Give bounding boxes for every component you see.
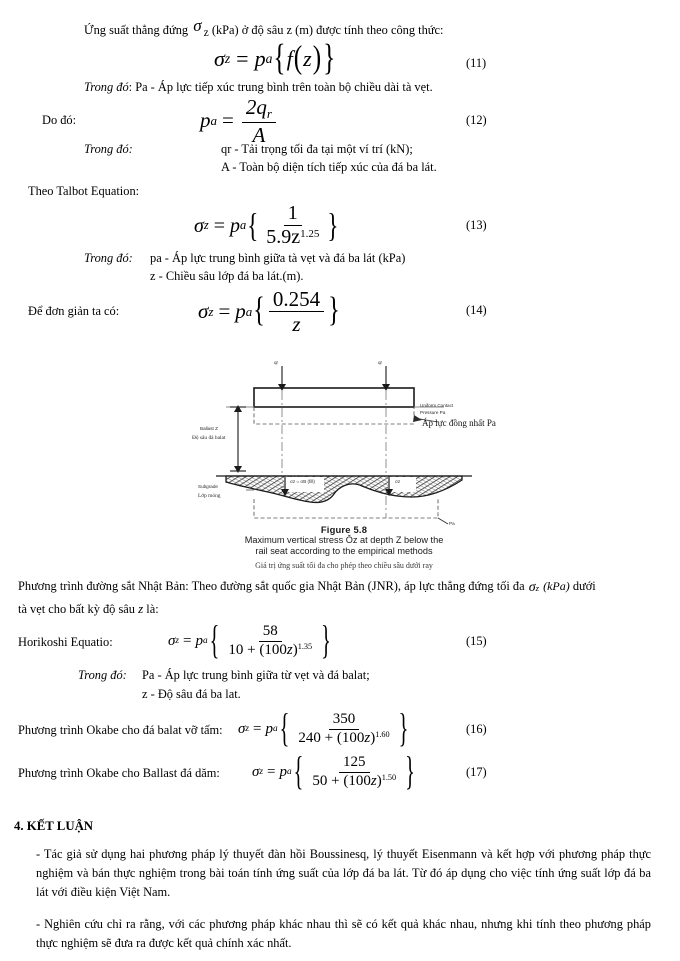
sleeper-rect xyxy=(254,388,414,407)
eq14-numerator: 0.254 xyxy=(269,288,324,312)
horikoshi-label: Horikoshi Equatio: xyxy=(18,635,113,649)
eq15-sigma-sub: z xyxy=(175,635,180,646)
eq14-equals: = xyxy=(218,299,231,324)
figure-label-qr-left: qr xyxy=(274,360,279,365)
eq15-note-2: z - Độ sâu đá ba lat. xyxy=(142,687,241,701)
eq11-note-label: Trong đó xyxy=(84,80,129,94)
eq13-pa: p xyxy=(229,214,240,237)
eq17-denominator: 50 + (100z)1.50 xyxy=(312,772,397,789)
eq-number-15: (15) xyxy=(466,634,487,648)
jnr-p2-z: z xyxy=(138,601,144,616)
eq13-denominator: 5.9z1.25 xyxy=(266,226,320,248)
eq15-equals: = xyxy=(183,632,192,649)
eq15-brace-right: } xyxy=(321,619,331,663)
eq14-pa: p xyxy=(235,299,246,324)
eq14-brace-left: { xyxy=(253,291,265,331)
do-do-label: Do đó: xyxy=(42,113,77,127)
bottom-dashed-box xyxy=(254,499,438,518)
intro-sigma: σ xyxy=(193,16,202,35)
eq15-sigma: σ xyxy=(168,632,176,649)
eq12-denominator: A xyxy=(252,122,266,147)
eq12-pa-sub: a xyxy=(210,113,218,129)
eq17-sigma: σ xyxy=(252,763,260,780)
eq12-equals: = xyxy=(222,108,234,133)
jnr-text-end: dưới xyxy=(572,579,596,593)
eq17-pa: p xyxy=(279,763,287,780)
equation-14 xyxy=(198,288,341,335)
depth-arrow-bottom xyxy=(234,466,242,473)
eq16-denominator: 240 + (100z)1.60 xyxy=(298,729,390,746)
eq17-pa-sub: a xyxy=(287,766,292,777)
intro-post: (kPa) ở độ sâu z (m) được tính theo công thức: xyxy=(211,23,444,37)
eq13-note-label: Trong đó: xyxy=(84,251,133,265)
figure-label-uniform-1: Uniform Contact xyxy=(420,403,454,408)
eq13-brace-right: } xyxy=(327,207,339,244)
eq15-pa-sub: a xyxy=(203,635,208,646)
eq13-note-2: z - Chiều sâu lớp đá ba lát.(m). xyxy=(150,269,304,283)
eq14-brace-right: } xyxy=(328,291,340,331)
eq-number-12: (12) xyxy=(466,113,487,127)
intro-pre: Ứng suất thẳng đứng xyxy=(84,23,189,37)
eq17-equals: = xyxy=(267,763,276,780)
figure-label-subgrade-en: Subgrade xyxy=(198,484,218,489)
jnr-kpa: (kPa) xyxy=(543,579,570,593)
eq16-pa: p xyxy=(265,720,273,737)
eq13-equals: = xyxy=(213,214,225,237)
figure-label-pa-bottom: Pa xyxy=(449,521,455,526)
eq12-note-1: qr - Tải trọng tối đa tại một ví trí (kN); xyxy=(221,142,413,156)
figure-label-qr-right: qr xyxy=(378,360,383,365)
eq13-sigma-sub: z xyxy=(203,218,209,233)
eq14-sigma-sub: z xyxy=(208,304,214,320)
jnr-p2-a: tà vẹt cho bất kỳ độ sâu xyxy=(18,602,135,616)
jnr-paragraph-line1 xyxy=(18,578,596,595)
okabe16-label: Phương trình Okabe cho đá balat vỡ tấm: xyxy=(18,723,223,737)
eq12-pa: p xyxy=(200,108,211,133)
eq12-numerator: 2qr xyxy=(242,96,276,123)
figure-label-uniform-vn: Áp lực đồng nhất Pa xyxy=(422,418,496,428)
conclusion-paragraph-1: - Tác giả sử dụng hai phương pháp lý thuyết đàn hồi Boussinesq, lý thuyết Eisenmann và kết hợp với phương pháp thực nghiệm và bán thực nghiệm trong bài toán tính ứng suất của lớp đá ba lát. Từ đó áp dụng cho việc tính ứng suất lớp đá ba lát với điều kiện Việt Nam. xyxy=(36,847,651,900)
eq16-sigma-sub: z xyxy=(245,723,250,734)
eq11-z: z xyxy=(303,45,312,71)
eq14-sigma: σ xyxy=(198,299,209,324)
eq-number-17: (17) xyxy=(466,765,487,779)
okabe17-label: Phương trình Okabe cho Ballast đá dăm: xyxy=(18,766,220,780)
eq13-sigma: σ xyxy=(194,214,204,237)
figure-5-8 xyxy=(186,358,502,570)
eq16-numerator: 350 xyxy=(329,712,360,730)
jnr-text-1: Phương trình đường sắt Nhật Bản: Theo đường sắt quốc gia Nhật Bản (JNR), áp lực thẳng đứng tối đa xyxy=(18,579,525,593)
eq16-equals: = xyxy=(253,720,262,737)
eq15-pa: p xyxy=(195,632,203,649)
equation-13 xyxy=(194,203,339,248)
stress-distribution-shape-overlay xyxy=(226,476,462,503)
equation-11 xyxy=(214,37,336,79)
eq15-brace-left: { xyxy=(209,619,220,663)
equation-16 xyxy=(238,707,410,751)
figure-label-ballast-vn: Độ sâu đá balat xyxy=(192,435,226,441)
conclusion-heading: 4. KẾT LUẬN xyxy=(14,819,94,833)
jnr-sigma: σ z xyxy=(528,580,539,595)
eq17-brace-right: } xyxy=(405,750,415,794)
eq11-brace-right: } xyxy=(323,37,336,79)
talbot-label: Theo Talbot Equation: xyxy=(28,184,140,198)
equation-12 xyxy=(200,96,279,146)
conclusion-paragraph-2: - Nghiên cứu chỉ ra rằng, với các phương pháp khác nhau thì sẽ có kết quả khác nhau, nhưng khi tính theo phương pháp thực nghiệm sẽ đưa ra được kết quả chính xác nhất. xyxy=(36,917,651,951)
eq15-numerator: 58 xyxy=(259,624,282,642)
eq16-pa-sub: a xyxy=(273,723,278,734)
eq15-denominator: 10 + (100z)1.35 xyxy=(228,641,313,658)
eq12-note-2: A - Toàn bộ diện tích tiếp xúc của đá ba lát. xyxy=(221,160,437,174)
jnr-p2-b: là: xyxy=(146,602,159,616)
eq11-equals: = xyxy=(236,45,249,71)
eq13-brace-left: { xyxy=(247,207,259,244)
eq11-brace-left: { xyxy=(273,37,286,79)
figure-label-sigma-right: σz xyxy=(395,479,401,484)
eq17-brace-left: { xyxy=(293,750,304,794)
eq11-note-text: : Pa - Áp lực tiếp xúc trung bình trên toàn bộ chiều dài tà vẹt. xyxy=(128,80,433,94)
eq-number-16: (16) xyxy=(466,722,487,736)
eq11-note xyxy=(84,79,433,96)
eq16-brace-right: } xyxy=(398,707,409,751)
eq-number-13: (13) xyxy=(466,218,487,232)
figure-caption-vn: Giá trị ứng suất tối đa cho phép theo chiều sâu dưới ray xyxy=(255,561,433,570)
leader-uniform-arrowhead xyxy=(413,415,422,422)
eq-number-14: (14) xyxy=(466,303,487,317)
figure-caption-line2: rail seat according to the empirical methods xyxy=(255,546,433,556)
intro-sigma-sub: z xyxy=(203,27,209,39)
eq11-sigma: σ xyxy=(214,45,225,71)
figure-label-subgrade-vn: Lớp móng xyxy=(198,493,221,499)
figure-caption-line1: Maximum vertical stress Ǒz at depth Z below the xyxy=(244,535,444,545)
figure-caption-title: Figure 5.8 xyxy=(320,524,368,535)
eq11-pa: p xyxy=(254,45,266,71)
eq13-note-1: pa - Áp lực trung bình giữa tà vẹt và đá ba lát (kPa) xyxy=(150,251,406,265)
equation-15 xyxy=(168,619,333,663)
equation-17 xyxy=(252,750,417,794)
eq17-sigma-sub: z xyxy=(259,766,264,777)
eq16-brace-left: { xyxy=(279,707,290,751)
eq11-paren-left: ( xyxy=(293,39,303,77)
intro-line xyxy=(84,16,444,40)
eq13-pa-sub: a xyxy=(239,218,247,233)
eq14-pa-sub: a xyxy=(245,304,253,320)
figure-label-ballast-en: Ballast Z xyxy=(200,426,218,431)
depth-arrow-top xyxy=(234,405,242,412)
eq11-paren-right: ) xyxy=(312,39,322,77)
eq16-sigma: σ xyxy=(238,720,246,737)
figure-label-sigma-inner: σz = σB (fill) xyxy=(290,479,315,484)
eq11-pa-sub: a xyxy=(265,50,273,66)
eq11-f: f xyxy=(286,45,293,71)
eq15-note-1: Pa - Áp lực trung bình giữa từ vẹt và đá balat; xyxy=(142,668,370,682)
eq12-note-label: Trong đó: xyxy=(84,142,133,156)
simplify-label: Để đơn giản ta có: xyxy=(28,304,120,318)
eq-number-11: (11) xyxy=(466,56,487,70)
eq14-denominator: z xyxy=(292,312,301,337)
eq15-note-label: Trong đó: xyxy=(78,668,127,682)
eq11-sigma-sub: z xyxy=(224,50,231,66)
uniform-pressure-box xyxy=(254,407,414,424)
figure-label-uniform-2: Pressure Pa xyxy=(420,410,446,415)
eq13-numerator: 1 xyxy=(284,203,302,226)
eq17-numerator: 125 xyxy=(339,755,370,773)
jnr-paragraph-line2 xyxy=(18,600,159,618)
